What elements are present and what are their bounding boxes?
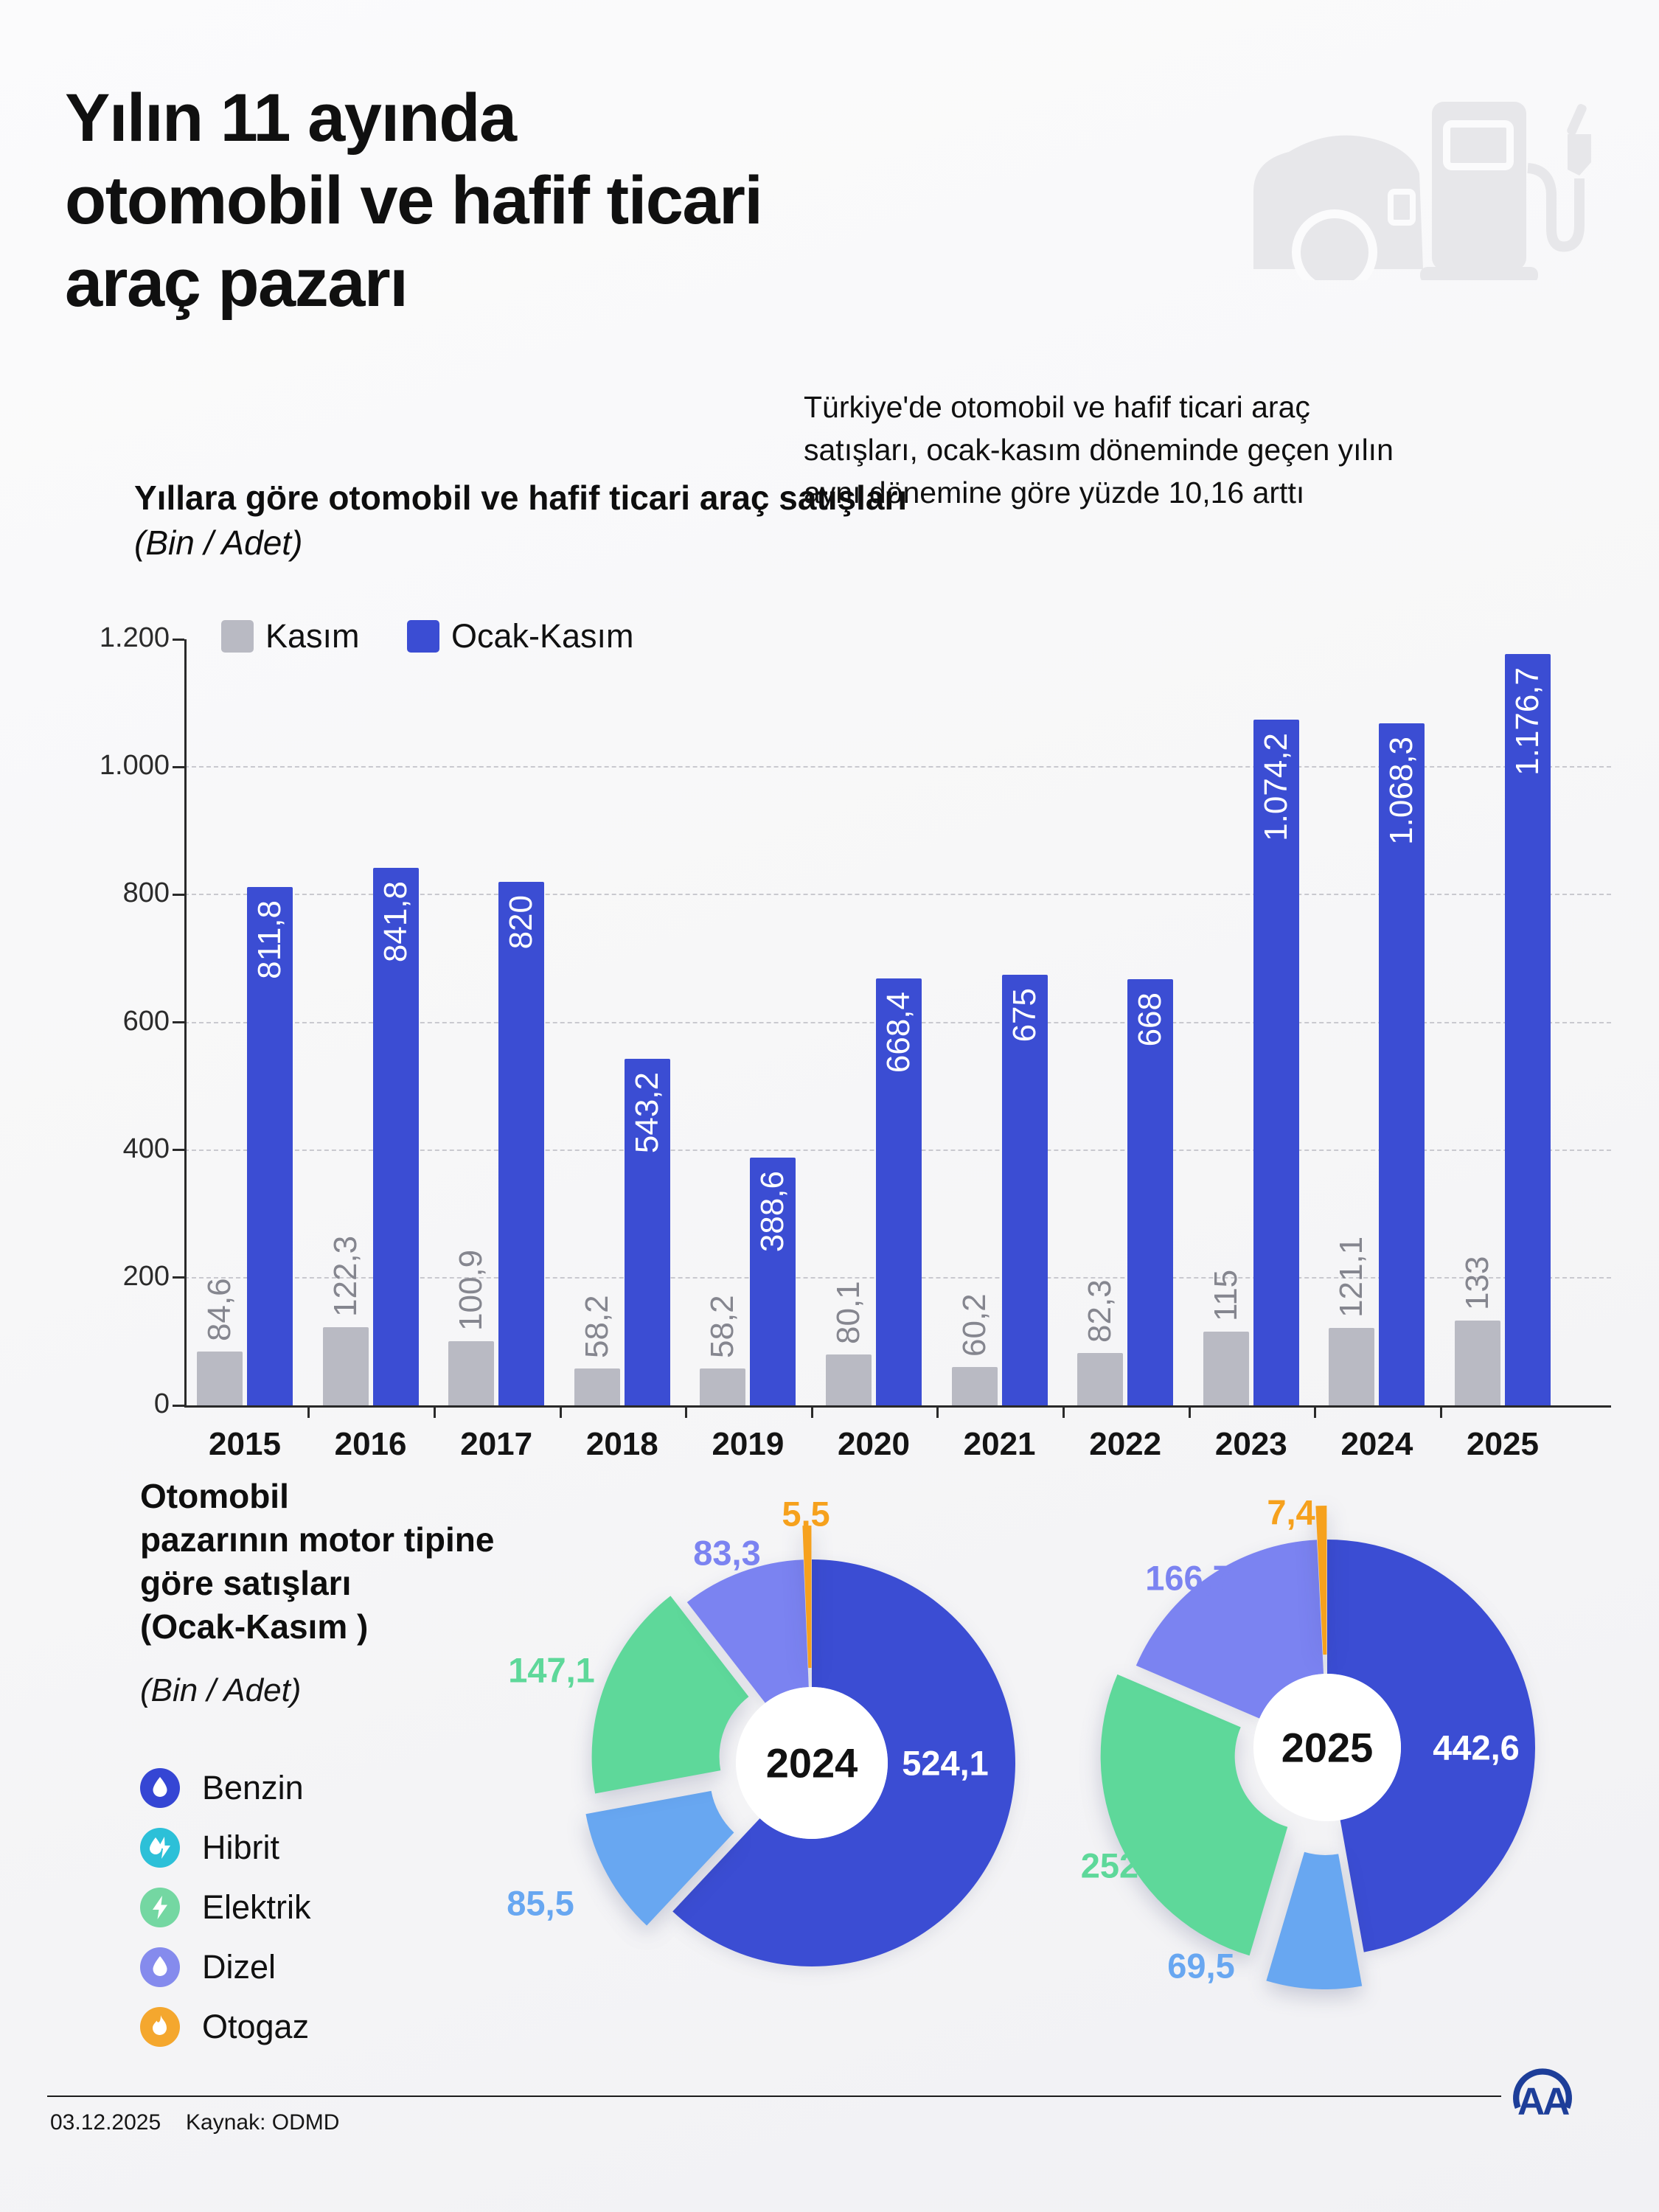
pie-title-line: Otomobil (140, 1477, 289, 1515)
bar-value-kasim-2024: 121,1 (1333, 1237, 1370, 1318)
footer-source: Kaynak: ODMD (186, 2110, 340, 2135)
pie-value-otogaz-2024: 5,5 (782, 1494, 830, 1534)
bar-value-ocak-kasim-2019: 388,6 (754, 1170, 791, 1252)
pie-title-line: (Ocak-Kasım ) (140, 1607, 369, 1646)
x-axis-label-2025: 2025 (1467, 1426, 1539, 1462)
x-axis-label-2017: 2017 (460, 1426, 533, 1462)
bar-value-ocak-kasim-2017: 820 (503, 895, 540, 950)
benzin-label: Benzin (202, 1769, 304, 1806)
pie-slice-hibrit-2025 (1266, 1852, 1362, 1989)
kasim-label: Kasım (265, 617, 360, 655)
ocak-kasim-label: Ocak-Kasım (451, 617, 634, 655)
pie-value-hibrit-2024: 85,5 (507, 1883, 574, 1923)
pie-value-dizel-2024: 83,3 (693, 1533, 761, 1573)
x-axis-label-2024: 2024 (1340, 1426, 1413, 1462)
bar-value-ocak-kasim-2022: 668 (1132, 992, 1169, 1047)
dizel-label: Dizel (202, 1948, 276, 1986)
y-axis-tick-label: 1.000 (99, 750, 170, 782)
bar-chart-unit: (Bin / Adet) (134, 524, 303, 562)
bar-value-kasim-2018: 58,2 (578, 1294, 615, 1358)
bar-value-ocak-kasim-2016: 841,8 (377, 881, 414, 963)
bar-value-ocak-kasim-2021: 675 (1006, 987, 1043, 1042)
bar-value-kasim-2015: 84,6 (201, 1278, 237, 1341)
pie-value-hibrit-2025: 69,5 (1167, 1946, 1235, 1986)
footer-date: 03.12.2025 (50, 2110, 161, 2135)
bar-value-ocak-kasim-2018: 543,2 (628, 1071, 665, 1153)
bar-value-ocak-kasim-2015: 811,8 (251, 900, 288, 979)
bar-value-kasim-2020: 80,1 (830, 1281, 866, 1344)
bar-value-kasim-2023: 115 (1207, 1270, 1244, 1322)
pie-value-otogaz-2025: 7,4 (1267, 1492, 1315, 1532)
x-axis-label-2021: 2021 (963, 1426, 1036, 1462)
x-axis-label-2023: 2023 (1214, 1426, 1287, 1462)
pie-value-benzin-2024: 524,1 (902, 1743, 989, 1783)
bar-value-kasim-2016: 122,3 (327, 1235, 364, 1318)
hibrit-label: Hibrit (202, 1829, 280, 1866)
y-axis-tick-label: 0 (153, 1388, 170, 1419)
bar-value-ocak-kasim-2025: 1.176,7 (1509, 667, 1545, 776)
pie-value-benzin-2025: 442,6 (1433, 1728, 1520, 1767)
x-axis-label-2018: 2018 (585, 1426, 658, 1462)
pie-value-elektrik-2025: 252 (1080, 1846, 1139, 1885)
page-title-line: otomobil ve hafif ticari (65, 162, 762, 238)
bar-chart-title-line2: ticari araç satışları (609, 479, 908, 517)
y-axis-tick-label: 600 (122, 1005, 170, 1037)
pie-center-year: 2024 (765, 1739, 858, 1787)
aa-agency-logo (1506, 2056, 1579, 2126)
x-axis-label-2015: 2015 (209, 1426, 281, 1462)
bar-value-kasim-2025: 133 (1459, 1256, 1495, 1310)
bar-value-kasim-2019: 58,2 (704, 1294, 741, 1358)
elektrik-label: Elektrik (202, 1888, 311, 1926)
bar-chart-title-line1: Yıllara göre otomobil ve hafif (134, 479, 600, 517)
intro-line: Türkiye'de otomobil ve hafif ticari araç (804, 390, 1310, 424)
svg-text:AA: AA (1517, 2079, 1568, 2123)
y-axis-tick-label: 400 (122, 1133, 170, 1164)
otogaz-label: Otogaz (202, 2008, 310, 2045)
bar-value-kasim-2022: 82,3 (1082, 1279, 1119, 1343)
page-title-line: Yılın 11 ayında (65, 80, 516, 156)
bar-value-kasim-2021: 60,2 (956, 1293, 992, 1357)
pie-section-unit: (Bin / Adet) (140, 1672, 302, 1708)
x-axis-label-2019: 2019 (712, 1426, 785, 1462)
pie-title-line: göre satışları (140, 1564, 352, 1602)
footer-divider (47, 2096, 1501, 2097)
x-axis-label-2020: 2020 (838, 1426, 910, 1462)
page-title-line: araç pazarı (65, 245, 408, 321)
x-axis-label-2016: 2016 (334, 1426, 407, 1462)
bar-value-ocak-kasim-2024: 1.068,3 (1383, 737, 1420, 845)
y-axis-tick-label: 1.200 (99, 622, 170, 653)
bar-value-ocak-kasim-2020: 668,4 (880, 992, 917, 1074)
pie-value-dizel-2025: 166,7 (1145, 1558, 1232, 1598)
bar-value-kasim-2017: 100,9 (453, 1249, 490, 1331)
y-axis-tick-label: 200 (122, 1260, 170, 1292)
intro-line: aynı dönemine göre yüzde 10,16 arttı (804, 476, 1305, 509)
x-axis-label-2022: 2022 (1089, 1426, 1162, 1462)
pie-center-year: 2025 (1281, 1724, 1374, 1771)
pie-value-elektrik-2024: 147,1 (508, 1650, 595, 1690)
bar-value-ocak-kasim-2023: 1.074,2 (1257, 732, 1294, 841)
y-axis-tick-label: 800 (122, 877, 170, 909)
pie-title-line: pazarının motor tipine (140, 1520, 495, 1559)
intro-line: satışları, ocak-kasım döneminde geçen yılın (804, 433, 1394, 467)
